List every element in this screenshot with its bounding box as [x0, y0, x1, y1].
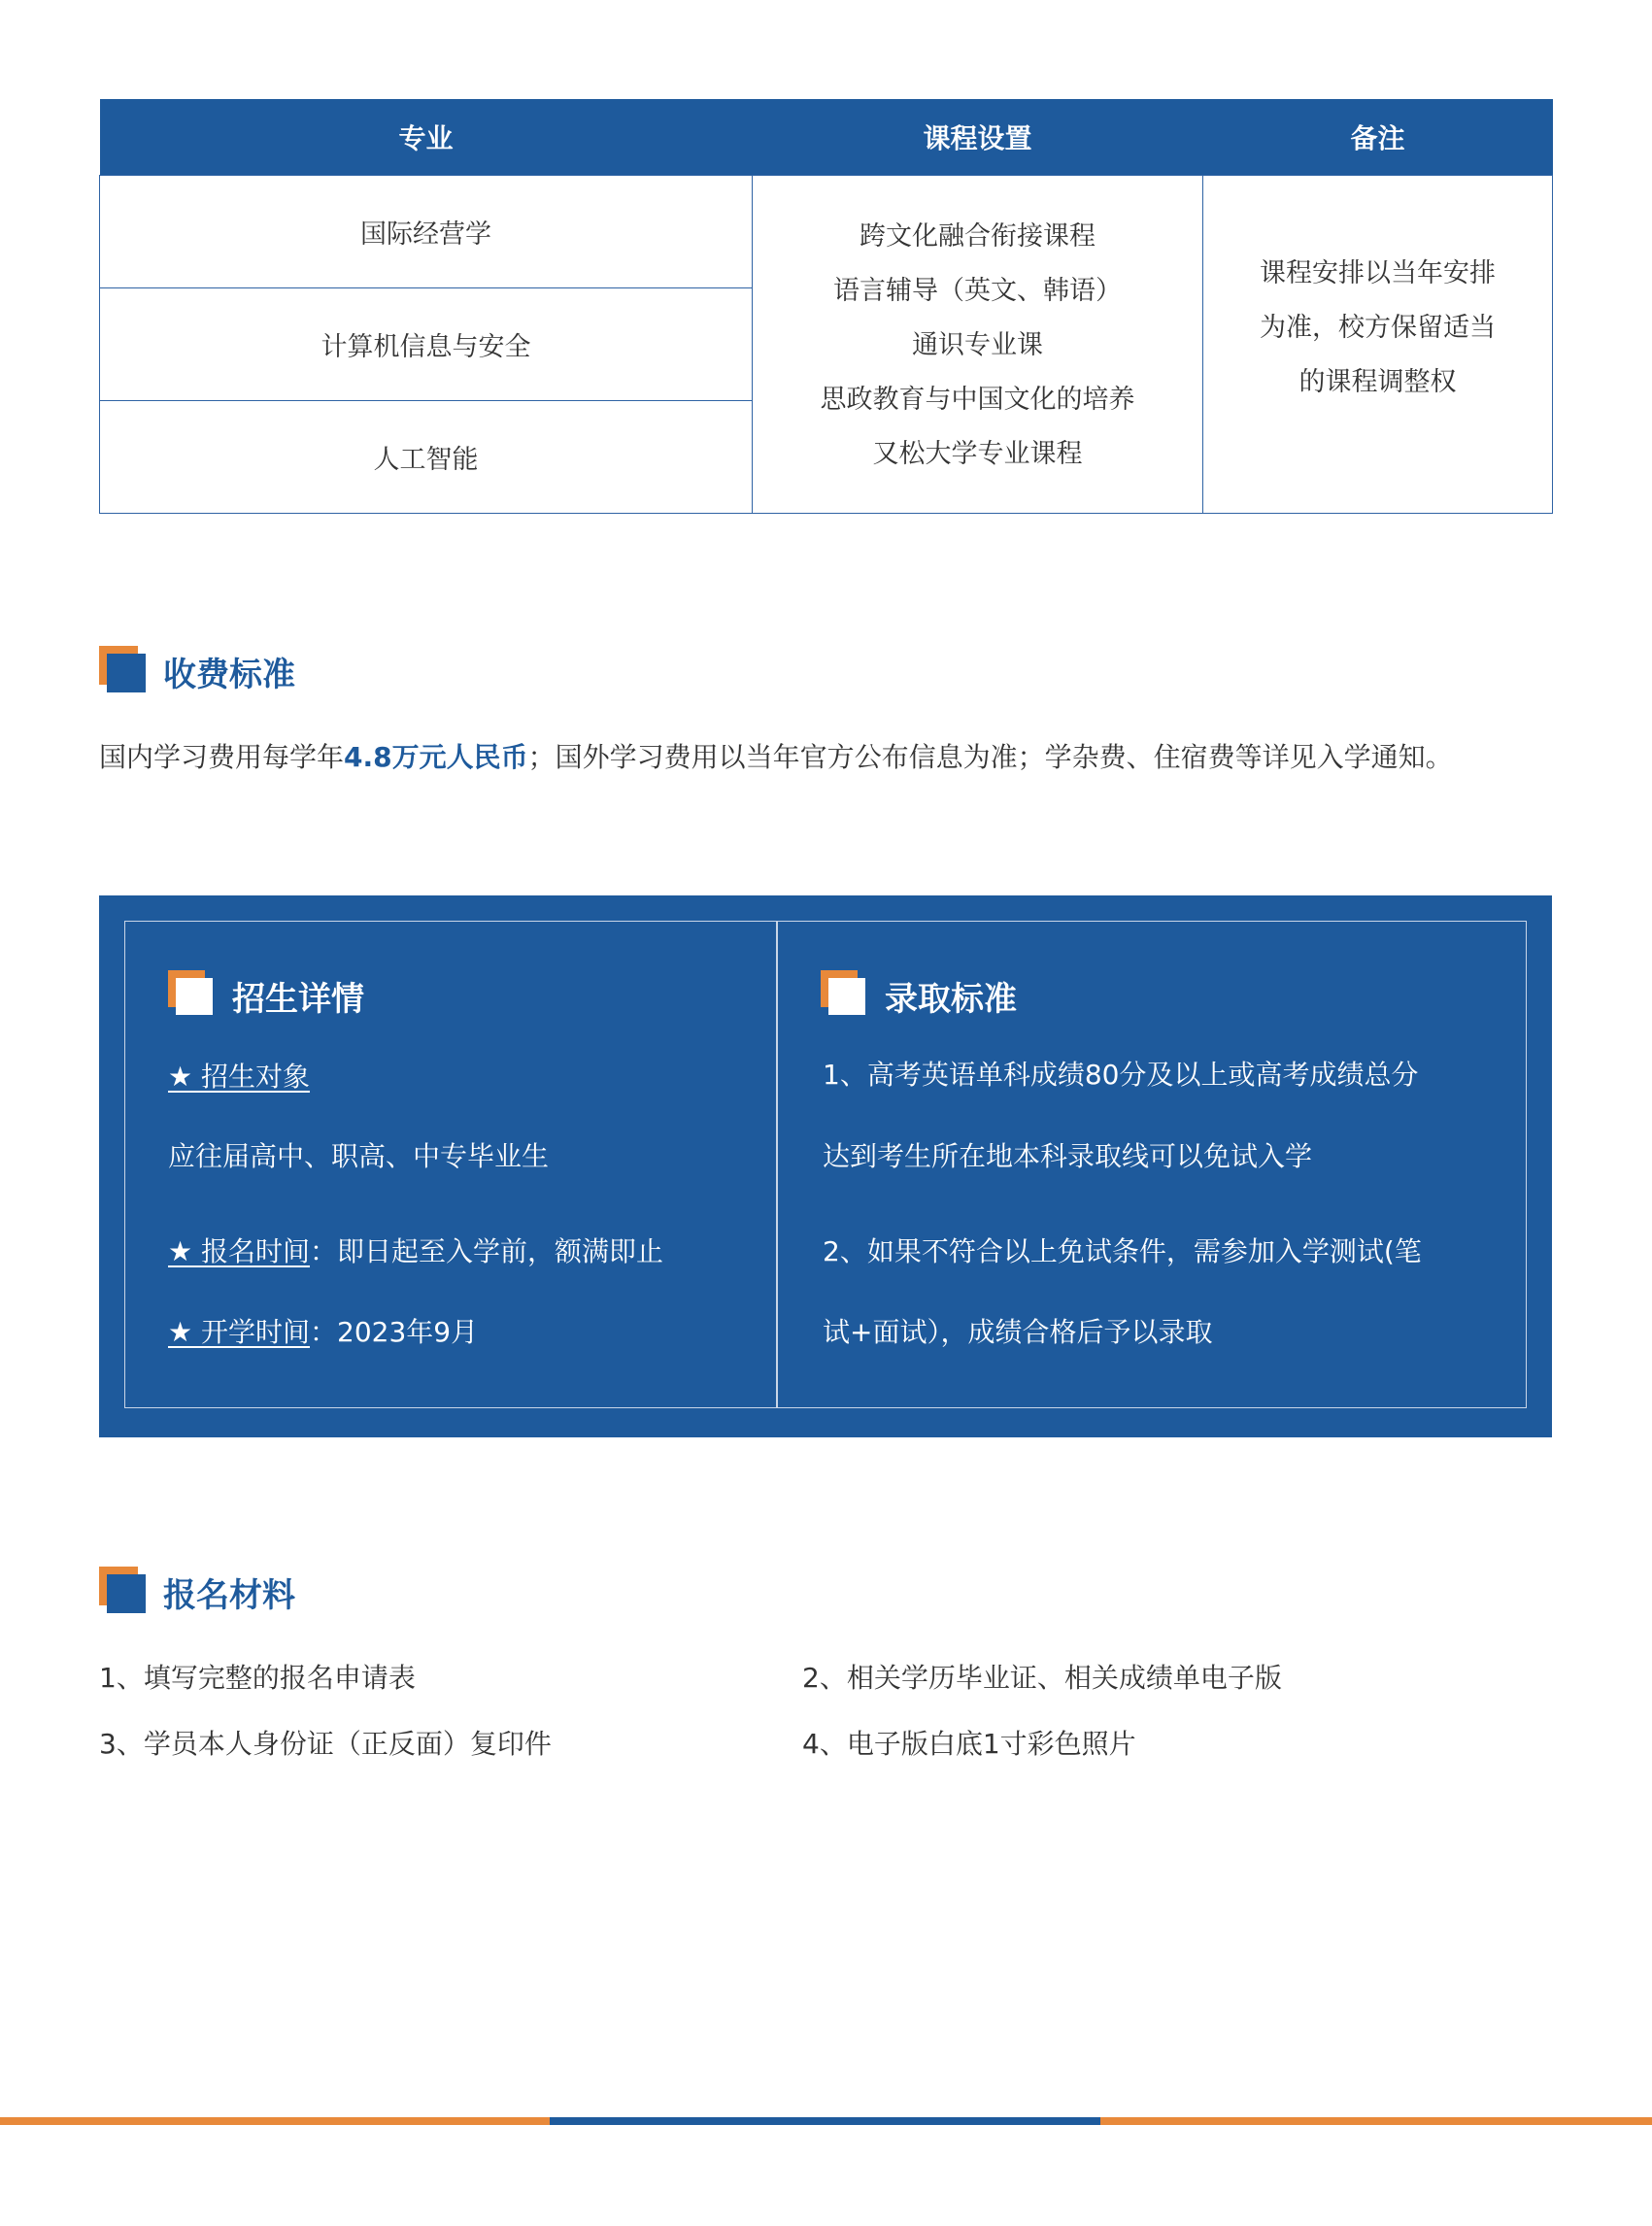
course-line: 跨文化融合衔接课程	[860, 220, 1096, 252]
admission-title: 录取标准	[885, 980, 1017, 1019]
course-line: 语言辅导（英文、韩语）	[833, 275, 1122, 306]
remark-line: 为准，校方保留适当	[1260, 312, 1496, 343]
admission-line: 达到考生所在地本科录取线可以免试入学	[823, 1140, 1313, 1172]
remark-line: 课程安排以当年安排	[1260, 257, 1496, 288]
admission-line: 2、如果不符合以上免试条件，需参加入学测试(笔	[823, 1235, 1422, 1267]
admission-line: 1、高考英语单科成绩80分及以上或高考成绩总分	[823, 1059, 1419, 1091]
section-square-icon	[99, 646, 146, 694]
header-courses: 课程设置	[753, 99, 1203, 176]
fees-text-before: 国内学习费用每学年	[99, 741, 345, 773]
remarks-cell	[1203, 176, 1553, 514]
section-square-icon	[99, 1567, 146, 1615]
program-table	[99, 99, 1553, 514]
major-cell: 国际经营学	[100, 176, 753, 288]
fees-highlight: 4.8万元人民币	[344, 741, 528, 773]
admission-column	[778, 922, 1528, 1407]
section-square-icon	[821, 970, 865, 1017]
material-item: 1、填写完整的报名申请表	[99, 1662, 416, 1694]
enrollment-title: 招生详情	[232, 980, 364, 1019]
enrollment-start	[168, 1311, 478, 1350]
enrollment-target-label: ★ 招生对象	[168, 1061, 311, 1093]
footer-bar-orange	[0, 2117, 550, 2125]
section-square-icon	[168, 970, 213, 1017]
table-header-row	[100, 99, 1553, 176]
info-panel	[99, 895, 1552, 1437]
enrollment-column	[125, 922, 776, 1407]
table-row	[100, 176, 1553, 288]
major-cell: 人工智能	[100, 401, 753, 514]
header-major: 专业	[100, 99, 753, 176]
start-value: ：2023年9月	[310, 1316, 479, 1348]
start-label: ★ 开学时间	[168, 1316, 311, 1348]
courses-cell	[753, 176, 1203, 514]
enrollment-registration	[168, 1231, 663, 1269]
course-line: 又松大学专业课程	[872, 438, 1083, 469]
admission-line: 试+面试），成绩合格后予以录取	[823, 1316, 1213, 1348]
material-item: 4、电子版白底1寸彩色照片	[802, 1728, 1136, 1760]
remark-line: 的课程调整权	[1298, 366, 1457, 397]
header-remarks: 备注	[1203, 99, 1553, 176]
fees-text-after: ；国外学习费用以当年官方公布信息为准；学杂费、住宿费等详见入学通知。	[527, 741, 1453, 773]
materials-title: 报名材料	[163, 1576, 295, 1615]
course-line: 思政教育与中国文化的培养	[820, 384, 1135, 415]
footer-bar-blue	[550, 2117, 1100, 2125]
registration-label: ★ 报名时间	[168, 1235, 311, 1267]
material-item: 3、学员本人身份证（正反面）复印件	[99, 1728, 552, 1760]
material-item: 2、相关学历毕业证、相关成绩单电子版	[802, 1662, 1282, 1694]
enrollment-target-value: 应往届高中、职高、中专毕业生	[168, 1140, 550, 1172]
major-cell: 计算机信息与安全	[100, 288, 753, 401]
fees-text	[99, 736, 1556, 775]
footer-bar-orange	[1100, 2117, 1652, 2125]
registration-value: ：即日起至入学前，额满即止	[310, 1235, 664, 1267]
info-panel-frame	[124, 921, 1527, 1408]
course-line: 通识专业课	[912, 329, 1043, 360]
fees-title: 收费标准	[163, 656, 295, 694]
